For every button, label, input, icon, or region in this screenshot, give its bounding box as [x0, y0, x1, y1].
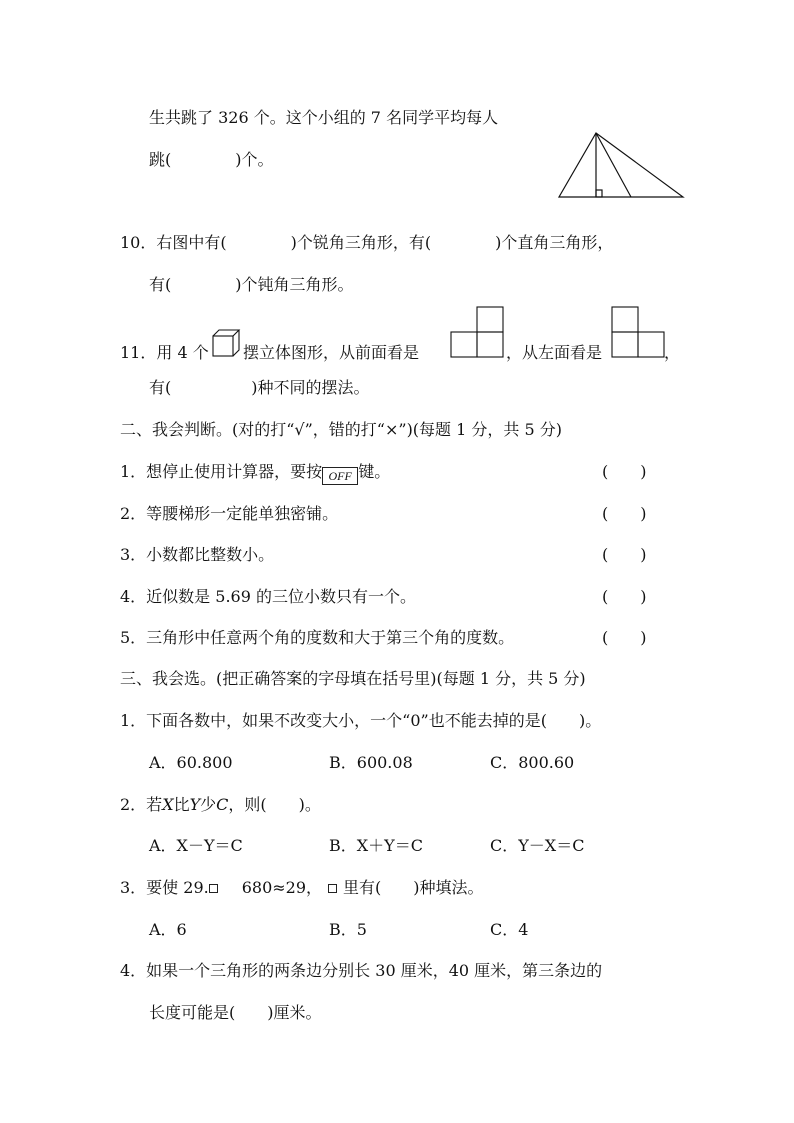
q9-line1: 生共跳了 326 个。这个小组的 7 名同学平均每人 — [149, 108, 499, 127]
left-view-figure — [610, 305, 666, 359]
choice-q3-text: 3．要使 29. — [120, 878, 209, 897]
choice-heading: 三、我会选。(把正确答案的字母填在括号里)(每题 1 分，共 5 分) — [120, 669, 586, 688]
judge-item-1 — [120, 462, 390, 485]
judge-item-1-text: 1．想停止使用计算器，要按 — [120, 462, 323, 481]
choice-q1-stem: 1．下面各数中，如果不改变大小，一个“0”也不能去掉的是( )。 — [120, 711, 602, 730]
var-x: X — [162, 795, 174, 814]
choice-q3-option-a[interactable]: A．6 — [149, 920, 187, 939]
q11-part4: ， — [664, 343, 681, 362]
choice-q3-option-c[interactable]: C．4 — [490, 920, 529, 939]
judge-item-2: 2．等腰梯形一定能单独密铺。 — [120, 504, 339, 523]
judge-heading: 二、我会判断。(对的打“√”，错的打“×”)(每题 1 分，共 5 分) — [120, 420, 562, 439]
answer-bracket[interactable]: ( ) — [602, 587, 647, 606]
q10-line2: 有( )个钝角三角形。 — [149, 275, 354, 294]
choice-q2-text: 比 — [173, 795, 190, 814]
judge-item-1-suffix: 键。 — [358, 462, 391, 481]
var-y: Y — [189, 795, 201, 814]
choice-q2-option-a[interactable]: A．X－Y＝C — [149, 836, 243, 855]
judge-item-3: 3．小数都比整数小。 — [120, 545, 275, 564]
choice-q2-text: 少 — [200, 795, 217, 814]
q11-part1: 11．用 4 个 — [120, 343, 209, 362]
blank-box-icon — [209, 884, 218, 893]
choice-q3-text: 里有( )种填法。 — [343, 878, 484, 897]
choice-q1-option-a[interactable]: A．60.800 — [149, 753, 233, 772]
choice-q4-line2: 长度可能是( )厘米。 — [149, 1003, 322, 1022]
answer-bracket[interactable]: ( ) — [602, 545, 647, 564]
q11-part2: 摆立体图形，从前面看是 — [243, 343, 420, 362]
judge-item-4: 4．近似数是 5.69 的三位小数只有一个。 — [120, 587, 416, 606]
q10-line1: 10．右图中有( )个锐角三角形，有( )个直角三角形， — [120, 233, 614, 252]
cube-icon — [211, 328, 241, 358]
q9-line2: 跳( )个。 — [149, 150, 274, 169]
choice-q1-option-b[interactable]: B．600.08 — [329, 753, 413, 772]
q11-part3: ，从左面看是 — [506, 343, 603, 362]
front-view-figure — [449, 305, 505, 359]
off-key-icon: OFF — [322, 467, 358, 485]
answer-bracket[interactable]: ( ) — [602, 628, 647, 647]
answer-bracket[interactable]: ( ) — [602, 462, 647, 481]
choice-q2-text: ，则( )。 — [228, 795, 321, 814]
choice-q3-stem — [120, 878, 484, 898]
blank-box-icon — [328, 884, 337, 893]
choice-q2-option-b[interactable]: B．X＋Y＝C — [329, 836, 423, 855]
choice-q4-line1: 4．如果一个三角形的两条边分别长 30 厘米，40 厘米，第三条边的 — [120, 961, 603, 980]
choice-q2-text: 2．若 — [120, 795, 163, 814]
choice-q3-option-b[interactable]: B．5 — [329, 920, 367, 939]
triangle-figure — [556, 130, 686, 200]
choice-q2-stem — [120, 795, 321, 815]
var-c: C — [216, 795, 229, 814]
answer-bracket[interactable]: ( ) — [602, 504, 647, 523]
choice-q2-option-c[interactable]: C．Y－X＝C — [490, 836, 585, 855]
q11-line2: 有( )种不同的摆法。 — [149, 378, 370, 397]
choice-q1-option-c[interactable]: C．800.60 — [490, 753, 575, 772]
choice-q3-text: 680≈29， — [241, 878, 323, 897]
judge-item-5: 5．三角形中任意两个角的度数和大于第三个角的度数。 — [120, 628, 515, 647]
